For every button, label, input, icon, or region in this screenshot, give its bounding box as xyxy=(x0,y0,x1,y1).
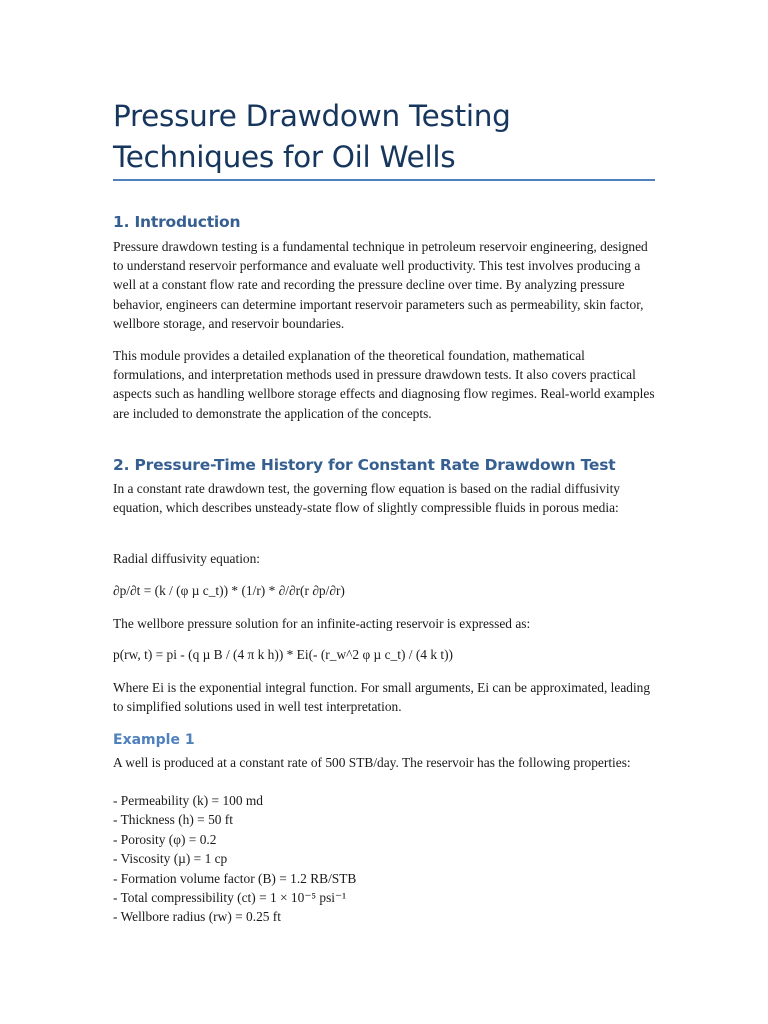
intro-paragraph-1 xyxy=(113,237,658,333)
diffusivity-equation: ∂p/∂t = (k / (φ µ c_t)) * (1/r) * ∂/∂r(r ∂p/∂r) xyxy=(113,583,345,598)
list-item: - Total compressibility (ct) = 1 × 10⁻⁵ psi⁻¹ xyxy=(113,890,347,906)
paragraph-text: Pressure drawdown testing is a fundamental technique in petroleum reservoir engineering, designed to understand reservoir performance and evaluate well productivity. This test involves producing a well at a constant flow rate and recording the pressure decline over time. By analyzing pressure behavior, engineers can determine important reservoir parameters such as permeability, skin factor, wellbore storage, and reservoir boundaries. xyxy=(113,239,648,331)
list-item: - Wellbore radius (rw) = 0.25 ft xyxy=(113,909,281,925)
document-title: Pressure Drawdown Testing Techniques for Oil Wells xyxy=(113,99,511,174)
list-item: - Porosity (φ) = 0.2 xyxy=(113,831,217,847)
list-item: - Viscosity (µ) = 1 cp xyxy=(113,851,228,867)
section-heading-pressure-time-history: 2. Pressure-Time History for Constant Rate Drawdown Test xyxy=(113,456,616,474)
paragraph-text: A well is produced at a constant rate of 500 STB/day. The reservoir has the following properties: xyxy=(113,755,631,770)
example-properties-list xyxy=(113,791,658,927)
list-item: - Formation volume factor (B) = 1.2 RB/STB xyxy=(113,870,357,886)
paragraph-text: This module provides a detailed explanation of the theoretical foundation, mathematical formulations, and interpretation methods used in pressure drawdown tests. It also covers practical aspects such as handling wellbore storage effects and diagnosing flow regimes. Real-world examples are included to demonstrate the application of the concepts. xyxy=(113,348,655,421)
list-item: - Permeability (k) = 100 md xyxy=(113,793,263,808)
diffusivity-label: Radial diffusivity equation: xyxy=(113,551,261,566)
paragraph-text: Where Ei is the exponential integral function. For small arguments, Ei can be approximated, leading to simplified solutions used in well test interpretation. xyxy=(113,680,651,715)
intro-paragraph-2 xyxy=(113,346,658,423)
section-heading-introduction: 1. Introduction xyxy=(113,213,241,231)
paragraph-text: In a constant rate drawdown test, the governing flow equation is based on the radial diffusivity equation, which describes unsteady-state flow of slightly compressible fluids in porous media: xyxy=(113,481,620,516)
wellbore-pressure-equation: p(rw, t) = pi - (q µ B / (4 π k h)) * Ei(- (r_w^2 φ µ c_t) / (4 k t)) xyxy=(113,647,454,662)
example-heading: Example 1 xyxy=(113,732,195,748)
title-divider xyxy=(113,179,655,181)
example-intro xyxy=(113,753,658,772)
ei-explanation-paragraph xyxy=(113,678,658,716)
list-item: - Thickness (h) = 50 ft xyxy=(113,812,233,828)
section2-paragraph-1 xyxy=(113,479,658,517)
wellbore-solution-intro: The wellbore pressure solution for an infinite-acting reservoir is expressed as: xyxy=(113,616,531,631)
